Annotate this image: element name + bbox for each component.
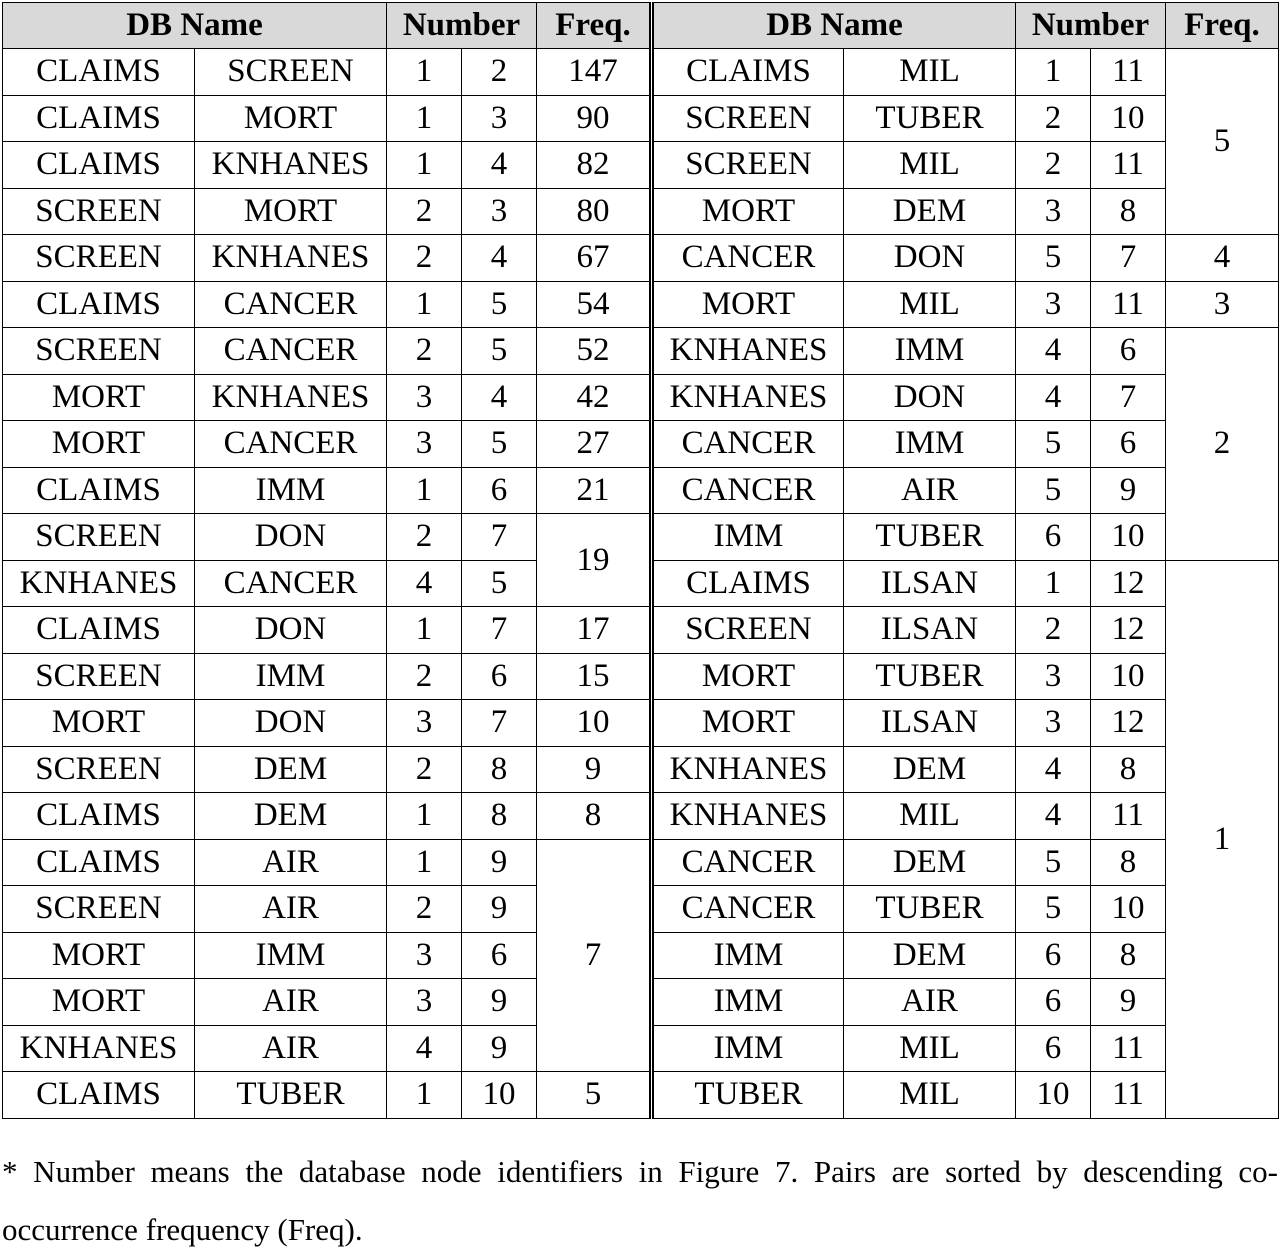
db-name-cell: CANCER bbox=[195, 328, 387, 375]
db-name-cell: ILSAN bbox=[844, 560, 1016, 607]
db-name-cell: DEM bbox=[844, 746, 1016, 793]
node-number-cell: 3 bbox=[1016, 281, 1091, 328]
db-name-cell: KNHANES bbox=[195, 235, 387, 282]
db-name-cell: SCREEN bbox=[652, 142, 844, 189]
table-row bbox=[3, 188, 1279, 235]
db-name-cell: CANCER bbox=[195, 421, 387, 468]
node-number-cell: 1 bbox=[1016, 49, 1091, 96]
freq-cell: 1 bbox=[1166, 560, 1279, 1118]
db-name-cell: SCREEN bbox=[3, 746, 195, 793]
node-number-cell: 4 bbox=[462, 142, 537, 189]
db-name-cell: CLAIMS bbox=[3, 49, 195, 96]
db-name-cell: DON bbox=[195, 700, 387, 747]
db-name-cell: MIL bbox=[844, 1072, 1016, 1119]
table-row bbox=[3, 653, 1279, 700]
table-row bbox=[3, 281, 1279, 328]
node-number-cell: 9 bbox=[462, 839, 537, 886]
db-name-cell: MIL bbox=[844, 1025, 1016, 1072]
db-name-cell: IMM bbox=[195, 932, 387, 979]
table-row bbox=[3, 607, 1279, 654]
db-name-cell: IMM bbox=[652, 1025, 844, 1072]
table-row bbox=[3, 746, 1279, 793]
header-number-left: Number bbox=[387, 3, 537, 49]
node-number-cell: 4 bbox=[1016, 746, 1091, 793]
node-number-cell: 1 bbox=[387, 607, 462, 654]
db-name-cell: KNHANES bbox=[652, 793, 844, 840]
db-name-cell: SCREEN bbox=[3, 235, 195, 282]
node-number-cell: 6 bbox=[1091, 328, 1166, 375]
table-row bbox=[3, 142, 1279, 189]
table-row bbox=[3, 421, 1279, 468]
node-number-cell: 5 bbox=[1016, 467, 1091, 514]
header-db-name-right: DB Name bbox=[652, 3, 1016, 49]
db-name-cell: MIL bbox=[844, 49, 1016, 96]
db-name-cell: MORT bbox=[195, 95, 387, 142]
node-number-cell: 10 bbox=[1016, 1072, 1091, 1119]
db-name-cell: CANCER bbox=[652, 235, 844, 282]
node-number-cell: 11 bbox=[1091, 142, 1166, 189]
node-number-cell: 10 bbox=[1091, 653, 1166, 700]
node-number-cell: 4 bbox=[387, 560, 462, 607]
node-number-cell: 6 bbox=[1016, 979, 1091, 1026]
node-number-cell: 10 bbox=[1091, 95, 1166, 142]
db-name-cell: MORT bbox=[652, 188, 844, 235]
freq-cell: 4 bbox=[1166, 235, 1279, 282]
node-number-cell: 6 bbox=[1016, 514, 1091, 561]
table-row bbox=[3, 514, 1279, 561]
db-name-cell: IMM bbox=[652, 932, 844, 979]
node-number-cell: 1 bbox=[387, 467, 462, 514]
node-number-cell: 3 bbox=[462, 95, 537, 142]
db-name-cell: CANCER bbox=[652, 467, 844, 514]
node-number-cell: 5 bbox=[462, 421, 537, 468]
header-freq-left: Freq. bbox=[537, 3, 652, 49]
db-name-cell: IMM bbox=[652, 979, 844, 1026]
freq-cell: 82 bbox=[537, 142, 652, 189]
node-number-cell: 9 bbox=[462, 1025, 537, 1072]
db-name-cell: AIR bbox=[844, 467, 1016, 514]
freq-cell: 17 bbox=[537, 607, 652, 654]
freq-cell: 5 bbox=[537, 1072, 652, 1119]
node-number-cell: 2 bbox=[387, 746, 462, 793]
node-number-cell: 12 bbox=[1091, 607, 1166, 654]
node-number-cell: 2 bbox=[1016, 607, 1091, 654]
node-number-cell: 3 bbox=[462, 188, 537, 235]
db-name-cell: CLAIMS bbox=[3, 793, 195, 840]
db-name-cell: MORT bbox=[652, 653, 844, 700]
db-name-cell: ILSAN bbox=[844, 607, 1016, 654]
node-number-cell: 9 bbox=[1091, 979, 1166, 1026]
db-name-cell: MORT bbox=[3, 421, 195, 468]
db-name-cell: CANCER bbox=[652, 839, 844, 886]
node-number-cell: 2 bbox=[387, 886, 462, 933]
node-number-cell: 4 bbox=[1016, 374, 1091, 421]
freq-cell: 15 bbox=[537, 653, 652, 700]
db-name-cell: IMM bbox=[195, 653, 387, 700]
db-name-cell: CLAIMS bbox=[652, 49, 844, 96]
freq-cell: 90 bbox=[537, 95, 652, 142]
node-number-cell: 5 bbox=[462, 281, 537, 328]
node-number-cell: 2 bbox=[387, 653, 462, 700]
db-name-cell: CLAIMS bbox=[3, 839, 195, 886]
node-number-cell: 2 bbox=[1016, 95, 1091, 142]
db-name-cell: MIL bbox=[844, 281, 1016, 328]
node-number-cell: 6 bbox=[1091, 421, 1166, 468]
node-number-cell: 3 bbox=[1016, 653, 1091, 700]
db-name-cell: IMM bbox=[195, 467, 387, 514]
node-number-cell: 5 bbox=[462, 560, 537, 607]
node-number-cell: 8 bbox=[1091, 746, 1166, 793]
node-number-cell: 5 bbox=[1016, 886, 1091, 933]
db-name-cell: CANCER bbox=[652, 886, 844, 933]
table-row bbox=[3, 467, 1279, 514]
db-name-cell: SCREEN bbox=[195, 49, 387, 96]
node-number-cell: 6 bbox=[462, 653, 537, 700]
node-number-cell: 3 bbox=[387, 374, 462, 421]
db-name-cell: SCREEN bbox=[652, 95, 844, 142]
db-name-cell: CLAIMS bbox=[3, 467, 195, 514]
freq-cell: 21 bbox=[537, 467, 652, 514]
db-name-cell: DEM bbox=[844, 188, 1016, 235]
node-number-cell: 6 bbox=[1016, 932, 1091, 979]
node-number-cell: 3 bbox=[387, 979, 462, 1026]
footnote: * Number means the database node identifiers in Figure 7. Pairs are sorted by descending co-occurrence frequency (Freq). bbox=[2, 1154, 1278, 1247]
db-name-cell: MORT bbox=[652, 281, 844, 328]
db-name-cell: ILSAN bbox=[844, 700, 1016, 747]
node-number-cell: 4 bbox=[1016, 328, 1091, 375]
node-number-cell: 7 bbox=[462, 700, 537, 747]
freq-cell: 19 bbox=[537, 514, 652, 607]
node-number-cell: 10 bbox=[1091, 514, 1166, 561]
node-number-cell: 12 bbox=[1091, 700, 1166, 747]
freq-cell: 80 bbox=[537, 188, 652, 235]
freq-cell: 5 bbox=[1166, 49, 1279, 235]
db-name-cell: AIR bbox=[195, 1025, 387, 1072]
node-number-cell: 8 bbox=[1091, 188, 1166, 235]
db-name-cell: SCREEN bbox=[3, 328, 195, 375]
freq-cell: 52 bbox=[537, 328, 652, 375]
node-number-cell: 3 bbox=[387, 700, 462, 747]
db-name-cell: CLAIMS bbox=[652, 560, 844, 607]
db-name-cell: SCREEN bbox=[3, 653, 195, 700]
node-number-cell: 1 bbox=[387, 49, 462, 96]
db-name-cell: CANCER bbox=[652, 421, 844, 468]
db-name-cell: DEM bbox=[195, 746, 387, 793]
header-number-right: Number bbox=[1016, 3, 1166, 49]
node-number-cell: 10 bbox=[462, 1072, 537, 1119]
table-row bbox=[3, 700, 1279, 747]
freq-cell: 10 bbox=[537, 700, 652, 747]
db-name-cell: MORT bbox=[3, 700, 195, 747]
db-name-cell: KNHANES bbox=[3, 560, 195, 607]
node-number-cell: 7 bbox=[1091, 374, 1166, 421]
node-number-cell: 6 bbox=[462, 467, 537, 514]
db-name-cell: SCREEN bbox=[3, 188, 195, 235]
node-number-cell: 8 bbox=[1091, 932, 1166, 979]
freq-cell: 8 bbox=[537, 793, 652, 840]
header-freq-right: Freq. bbox=[1166, 3, 1279, 49]
node-number-cell: 9 bbox=[1091, 467, 1166, 514]
db-name-cell: DEM bbox=[195, 793, 387, 840]
table-row bbox=[3, 49, 1279, 96]
node-number-cell: 7 bbox=[462, 514, 537, 561]
node-number-cell: 7 bbox=[1091, 235, 1166, 282]
freq-cell: 147 bbox=[537, 49, 652, 96]
node-number-cell: 10 bbox=[1091, 886, 1166, 933]
node-number-cell: 5 bbox=[462, 328, 537, 375]
node-number-cell: 2 bbox=[387, 188, 462, 235]
db-name-cell: TUBER bbox=[844, 653, 1016, 700]
db-name-cell: TUBER bbox=[844, 95, 1016, 142]
table-row bbox=[3, 95, 1279, 142]
node-number-cell: 12 bbox=[1091, 560, 1166, 607]
db-name-cell: AIR bbox=[195, 839, 387, 886]
db-name-cell: SCREEN bbox=[3, 514, 195, 561]
db-name-cell: MORT bbox=[3, 979, 195, 1026]
freq-cell: 54 bbox=[537, 281, 652, 328]
db-name-cell: SCREEN bbox=[3, 886, 195, 933]
db-name-cell: CANCER bbox=[195, 560, 387, 607]
db-name-cell: DON bbox=[844, 235, 1016, 282]
db-name-cell: KNHANES bbox=[652, 746, 844, 793]
node-number-cell: 3 bbox=[1016, 700, 1091, 747]
node-number-cell: 8 bbox=[1091, 839, 1166, 886]
node-number-cell: 5 bbox=[1016, 839, 1091, 886]
freq-cell: 7 bbox=[537, 839, 652, 1072]
db-name-cell: IMM bbox=[844, 421, 1016, 468]
db-name-cell: MORT bbox=[3, 374, 195, 421]
node-number-cell: 1 bbox=[387, 793, 462, 840]
node-number-cell: 5 bbox=[1016, 235, 1091, 282]
freq-cell: 2 bbox=[1166, 328, 1279, 561]
node-number-cell: 1 bbox=[387, 1072, 462, 1119]
db-name-cell: CLAIMS bbox=[3, 1072, 195, 1119]
db-name-cell: IMM bbox=[844, 328, 1016, 375]
db-name-cell: CLAIMS bbox=[3, 281, 195, 328]
node-number-cell: 9 bbox=[462, 886, 537, 933]
co-occurrence-table bbox=[2, 2, 1279, 1119]
db-name-cell: TUBER bbox=[844, 514, 1016, 561]
node-number-cell: 8 bbox=[462, 793, 537, 840]
node-number-cell: 3 bbox=[387, 421, 462, 468]
table-row bbox=[3, 839, 1279, 886]
db-name-cell: MORT bbox=[195, 188, 387, 235]
node-number-cell: 1 bbox=[387, 95, 462, 142]
node-number-cell: 9 bbox=[462, 979, 537, 1026]
db-name-cell: MORT bbox=[652, 700, 844, 747]
node-number-cell: 2 bbox=[462, 49, 537, 96]
freq-cell: 3 bbox=[1166, 281, 1279, 328]
node-number-cell: 1 bbox=[387, 142, 462, 189]
db-name-cell: TUBER bbox=[652, 1072, 844, 1119]
node-number-cell: 8 bbox=[462, 746, 537, 793]
db-name-cell: DEM bbox=[844, 932, 1016, 979]
node-number-cell: 7 bbox=[462, 607, 537, 654]
node-number-cell: 11 bbox=[1091, 1072, 1166, 1119]
db-name-cell: MORT bbox=[3, 932, 195, 979]
node-number-cell: 1 bbox=[387, 281, 462, 328]
node-number-cell: 4 bbox=[462, 235, 537, 282]
db-name-cell: KNHANES bbox=[195, 142, 387, 189]
node-number-cell: 11 bbox=[1091, 1025, 1166, 1072]
db-name-cell: KNHANES bbox=[195, 374, 387, 421]
freq-cell: 9 bbox=[537, 746, 652, 793]
table-row bbox=[3, 328, 1279, 375]
db-name-cell: SCREEN bbox=[652, 607, 844, 654]
node-number-cell: 4 bbox=[387, 1025, 462, 1072]
node-number-cell: 4 bbox=[462, 374, 537, 421]
node-number-cell: 11 bbox=[1091, 281, 1166, 328]
node-number-cell: 2 bbox=[1016, 142, 1091, 189]
table-row bbox=[3, 793, 1279, 840]
table-row bbox=[3, 235, 1279, 282]
freq-cell: 67 bbox=[537, 235, 652, 282]
node-number-cell: 4 bbox=[1016, 793, 1091, 840]
node-number-cell: 11 bbox=[1091, 793, 1166, 840]
table-row bbox=[3, 1072, 1279, 1119]
db-name-cell: DON bbox=[844, 374, 1016, 421]
db-name-cell: DON bbox=[195, 514, 387, 561]
node-number-cell: 5 bbox=[1016, 421, 1091, 468]
db-name-cell: CLAIMS bbox=[3, 607, 195, 654]
db-name-cell: MIL bbox=[844, 793, 1016, 840]
db-name-cell: CLAIMS bbox=[3, 142, 195, 189]
freq-cell: 27 bbox=[537, 421, 652, 468]
header-row bbox=[3, 3, 1279, 49]
db-name-cell: TUBER bbox=[844, 886, 1016, 933]
node-number-cell: 1 bbox=[387, 839, 462, 886]
db-name-cell: AIR bbox=[195, 886, 387, 933]
header-db-name-left: DB Name bbox=[3, 3, 387, 49]
db-name-cell: DON bbox=[195, 607, 387, 654]
db-name-cell: MIL bbox=[844, 142, 1016, 189]
db-name-cell: CANCER bbox=[195, 281, 387, 328]
db-name-cell: IMM bbox=[652, 514, 844, 561]
node-number-cell: 2 bbox=[387, 514, 462, 561]
node-number-cell: 2 bbox=[387, 235, 462, 282]
db-name-cell: AIR bbox=[195, 979, 387, 1026]
db-name-cell: TUBER bbox=[195, 1072, 387, 1119]
node-number-cell: 6 bbox=[1016, 1025, 1091, 1072]
node-number-cell: 3 bbox=[1016, 188, 1091, 235]
table-row bbox=[3, 374, 1279, 421]
freq-cell: 42 bbox=[537, 374, 652, 421]
db-name-cell: KNHANES bbox=[652, 328, 844, 375]
node-number-cell: 6 bbox=[462, 932, 537, 979]
db-name-cell: CLAIMS bbox=[3, 95, 195, 142]
db-name-cell: KNHANES bbox=[652, 374, 844, 421]
node-number-cell: 11 bbox=[1091, 49, 1166, 96]
node-number-cell: 2 bbox=[387, 328, 462, 375]
db-name-cell: AIR bbox=[844, 979, 1016, 1026]
db-name-cell: DEM bbox=[844, 839, 1016, 886]
node-number-cell: 1 bbox=[1016, 560, 1091, 607]
db-name-cell: KNHANES bbox=[3, 1025, 195, 1072]
node-number-cell: 3 bbox=[387, 932, 462, 979]
